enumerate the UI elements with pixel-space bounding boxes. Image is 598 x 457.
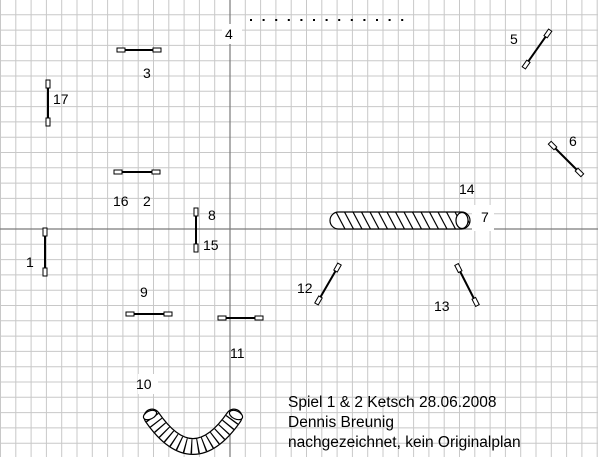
label-8: 8 [208,207,216,223]
dot [263,19,265,21]
dot [275,19,277,21]
tunnel-7 [330,212,473,229]
caption [288,393,578,453]
label-9: 9 [140,284,148,300]
dot [250,19,252,21]
dot [363,19,365,21]
label-5: 5 [510,31,518,47]
label-3: 3 [143,65,151,81]
label-10: 10 [136,376,152,392]
dot [338,19,340,21]
dot [288,19,290,21]
label-7: 7 [481,209,489,225]
label-11: 11 [230,345,245,361]
label-14: 14 [459,181,475,197]
caption-author: Dennis Breunig [288,414,394,431]
label-2: 2 [143,193,151,209]
dot [313,19,315,21]
label-1: 1 [26,254,34,270]
label-17: 17 [53,91,69,107]
label-12: 12 [297,280,313,296]
label-15: 15 [203,237,219,253]
dot [389,19,391,21]
dot [300,19,302,21]
label-13: 13 [434,298,450,314]
caption-title: Spiel 1 & 2 Ketsch 28.06.2008 [288,394,497,411]
dot [401,19,403,21]
dot [326,19,328,21]
label-6: 6 [569,133,577,149]
caption-note: nachgezeichnet, kein Originalplan [288,434,521,451]
label-4: 4 [225,26,233,42]
dot [376,19,378,21]
label-16: 16 [113,193,129,209]
dot [351,19,353,21]
